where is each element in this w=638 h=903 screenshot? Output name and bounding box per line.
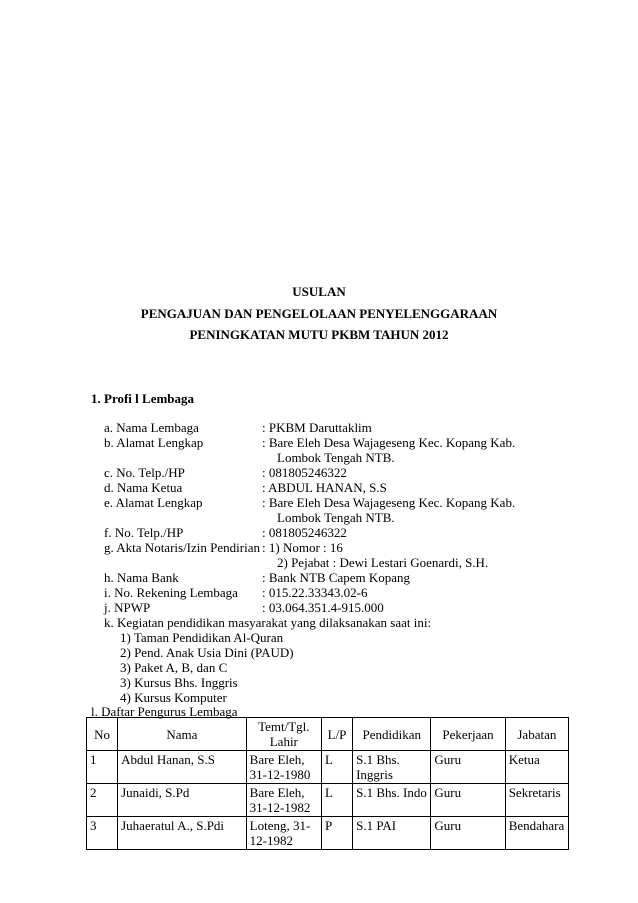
kegiatan-item: 2) Pend. Anak Usia Dini (PAUD) bbox=[120, 645, 294, 660]
profil-field-row bbox=[104, 600, 624, 615]
doc-title-line2: PENGAJUAN DAN PENGELOLAAN PENYELENGGARAAN bbox=[140, 306, 498, 321]
field-value-continuation: Lombok Tengah NTB. bbox=[277, 510, 395, 525]
profil-field-row bbox=[104, 495, 624, 510]
field-value: : 081805246322 bbox=[262, 465, 347, 480]
col-header-lp: L/P bbox=[321, 718, 352, 751]
cell-nama: Junaidi, S.Pd bbox=[118, 784, 247, 817]
field-value: : PKBM Daruttaklim bbox=[262, 420, 372, 435]
field-value-continuation: Lombok Tengah NTB. bbox=[277, 450, 395, 465]
profil-field-row bbox=[104, 435, 624, 450]
field-value: : 03.064.351.4-915.000 bbox=[262, 600, 384, 615]
field-value: : Bare Eleh Desa Wajageseng Kec. Kopang Kab. bbox=[262, 495, 516, 510]
profil-field-row bbox=[104, 420, 624, 435]
col-header-jabatan: Jabatan bbox=[505, 718, 568, 751]
cell-pekerjaan: Guru bbox=[431, 751, 505, 784]
field-label: g. Akta Notaris/Izin Pendirian bbox=[104, 540, 260, 555]
profil-field-row bbox=[104, 540, 624, 555]
kegiatan-item: 3) Paket A, B, dan C bbox=[120, 660, 228, 675]
cell-pendidikan: S.1 PAI bbox=[353, 817, 431, 850]
profil-field-row bbox=[104, 585, 624, 600]
field-value: : ABDUL HANAN, S.S bbox=[262, 480, 387, 495]
cell-no: 3 bbox=[87, 817, 118, 850]
pengurus-table bbox=[86, 717, 569, 850]
doc-title-line3: PENINGKATAN MUTU PKBM TAHUN 2012 bbox=[189, 327, 449, 342]
field-label: d. Nama Ketua bbox=[104, 480, 183, 495]
field-label: c. No. Telp./HP bbox=[104, 465, 185, 480]
field-value-continuation: 2) Pejabat : Dewi Lestari Goenardi, S.H. bbox=[277, 555, 489, 570]
cell-pendidikan: S.1 Bhs. Inggris bbox=[353, 751, 431, 784]
cell-ttl: Bare Eleh, 31-12-1980 bbox=[246, 751, 321, 784]
table-header-row bbox=[87, 718, 569, 751]
section-title-profil: 1. Profi l Lembaga bbox=[91, 391, 195, 406]
cell-jabatan: Bendahara bbox=[505, 817, 568, 850]
field-value: : Bare Eleh Desa Wajageseng Kec. Kopang Kab. bbox=[262, 435, 516, 450]
field-label: f. No. Telp./HP bbox=[104, 525, 184, 540]
field-value: : Bank NTB Capem Kopang bbox=[262, 570, 411, 585]
field-value: : 081805246322 bbox=[262, 525, 347, 540]
cell-nama: Abdul Hanan, S.S bbox=[118, 751, 247, 784]
col-header-ttl: Temt/Tgl. Lahir bbox=[246, 718, 321, 751]
field-label: b. Alamat Lengkap bbox=[104, 435, 204, 450]
kegiatan-item: 1) Taman Pendidikan Al-Quran bbox=[120, 630, 284, 645]
col-header-nama: Nama bbox=[118, 718, 247, 751]
table-row bbox=[87, 817, 569, 850]
cell-pekerjaan: Guru bbox=[431, 817, 505, 850]
col-header-pekerjaan: Pekerjaan bbox=[431, 718, 505, 751]
field-label: a. Nama Lembaga bbox=[104, 420, 199, 435]
profil-field-row bbox=[104, 480, 624, 495]
daftar-pengurus-title: l. Daftar Pengurus Lembaga bbox=[91, 704, 238, 719]
cell-pekerjaan: Guru bbox=[431, 784, 505, 817]
cell-nama: Juhaeratul A., S.Pdi bbox=[118, 817, 247, 850]
field-value: : 015.22.33343.02-6 bbox=[262, 585, 368, 600]
col-header-pendidikan: Pendidikan bbox=[353, 718, 431, 751]
profil-field-row bbox=[104, 525, 624, 540]
kegiatan-title: k. Kegiatan pendidikan masyarakat yang dilaksanakan saat ini: bbox=[104, 615, 432, 630]
cell-no: 2 bbox=[87, 784, 118, 817]
cell-lp: L bbox=[321, 751, 352, 784]
cell-lp: L bbox=[321, 784, 352, 817]
table-row bbox=[87, 784, 569, 817]
profil-field-row bbox=[104, 570, 624, 585]
kegiatan-item: 3) Kursus Bhs. Inggris bbox=[120, 675, 238, 690]
table-row bbox=[87, 751, 569, 784]
field-label: j. NPWP bbox=[104, 600, 151, 615]
cell-no: 1 bbox=[87, 751, 118, 784]
doc-title-usulan: USULAN bbox=[292, 284, 346, 299]
profil-field-row bbox=[104, 465, 624, 480]
col-header-no: No bbox=[87, 718, 118, 751]
cell-pendidikan: S.1 Bhs. Indo bbox=[353, 784, 431, 817]
cell-lp: P bbox=[321, 817, 352, 850]
cell-ttl: Loteng, 31-12-1982 bbox=[246, 817, 321, 850]
field-label: i. No. Rekening Lembaga bbox=[104, 585, 238, 600]
cell-jabatan: Sekretaris bbox=[505, 784, 568, 817]
cell-jabatan: Ketua bbox=[505, 751, 568, 784]
cell-ttl: Bare Eleh, 31-12-1982 bbox=[246, 784, 321, 817]
field-label: e. Alamat Lengkap bbox=[104, 495, 203, 510]
field-value: : 1) Nomor : 16 bbox=[262, 540, 343, 555]
profil-fields bbox=[104, 420, 624, 705]
field-label: h. Nama Bank bbox=[104, 570, 179, 585]
kegiatan-item: 4) Kursus Komputer bbox=[120, 690, 227, 705]
